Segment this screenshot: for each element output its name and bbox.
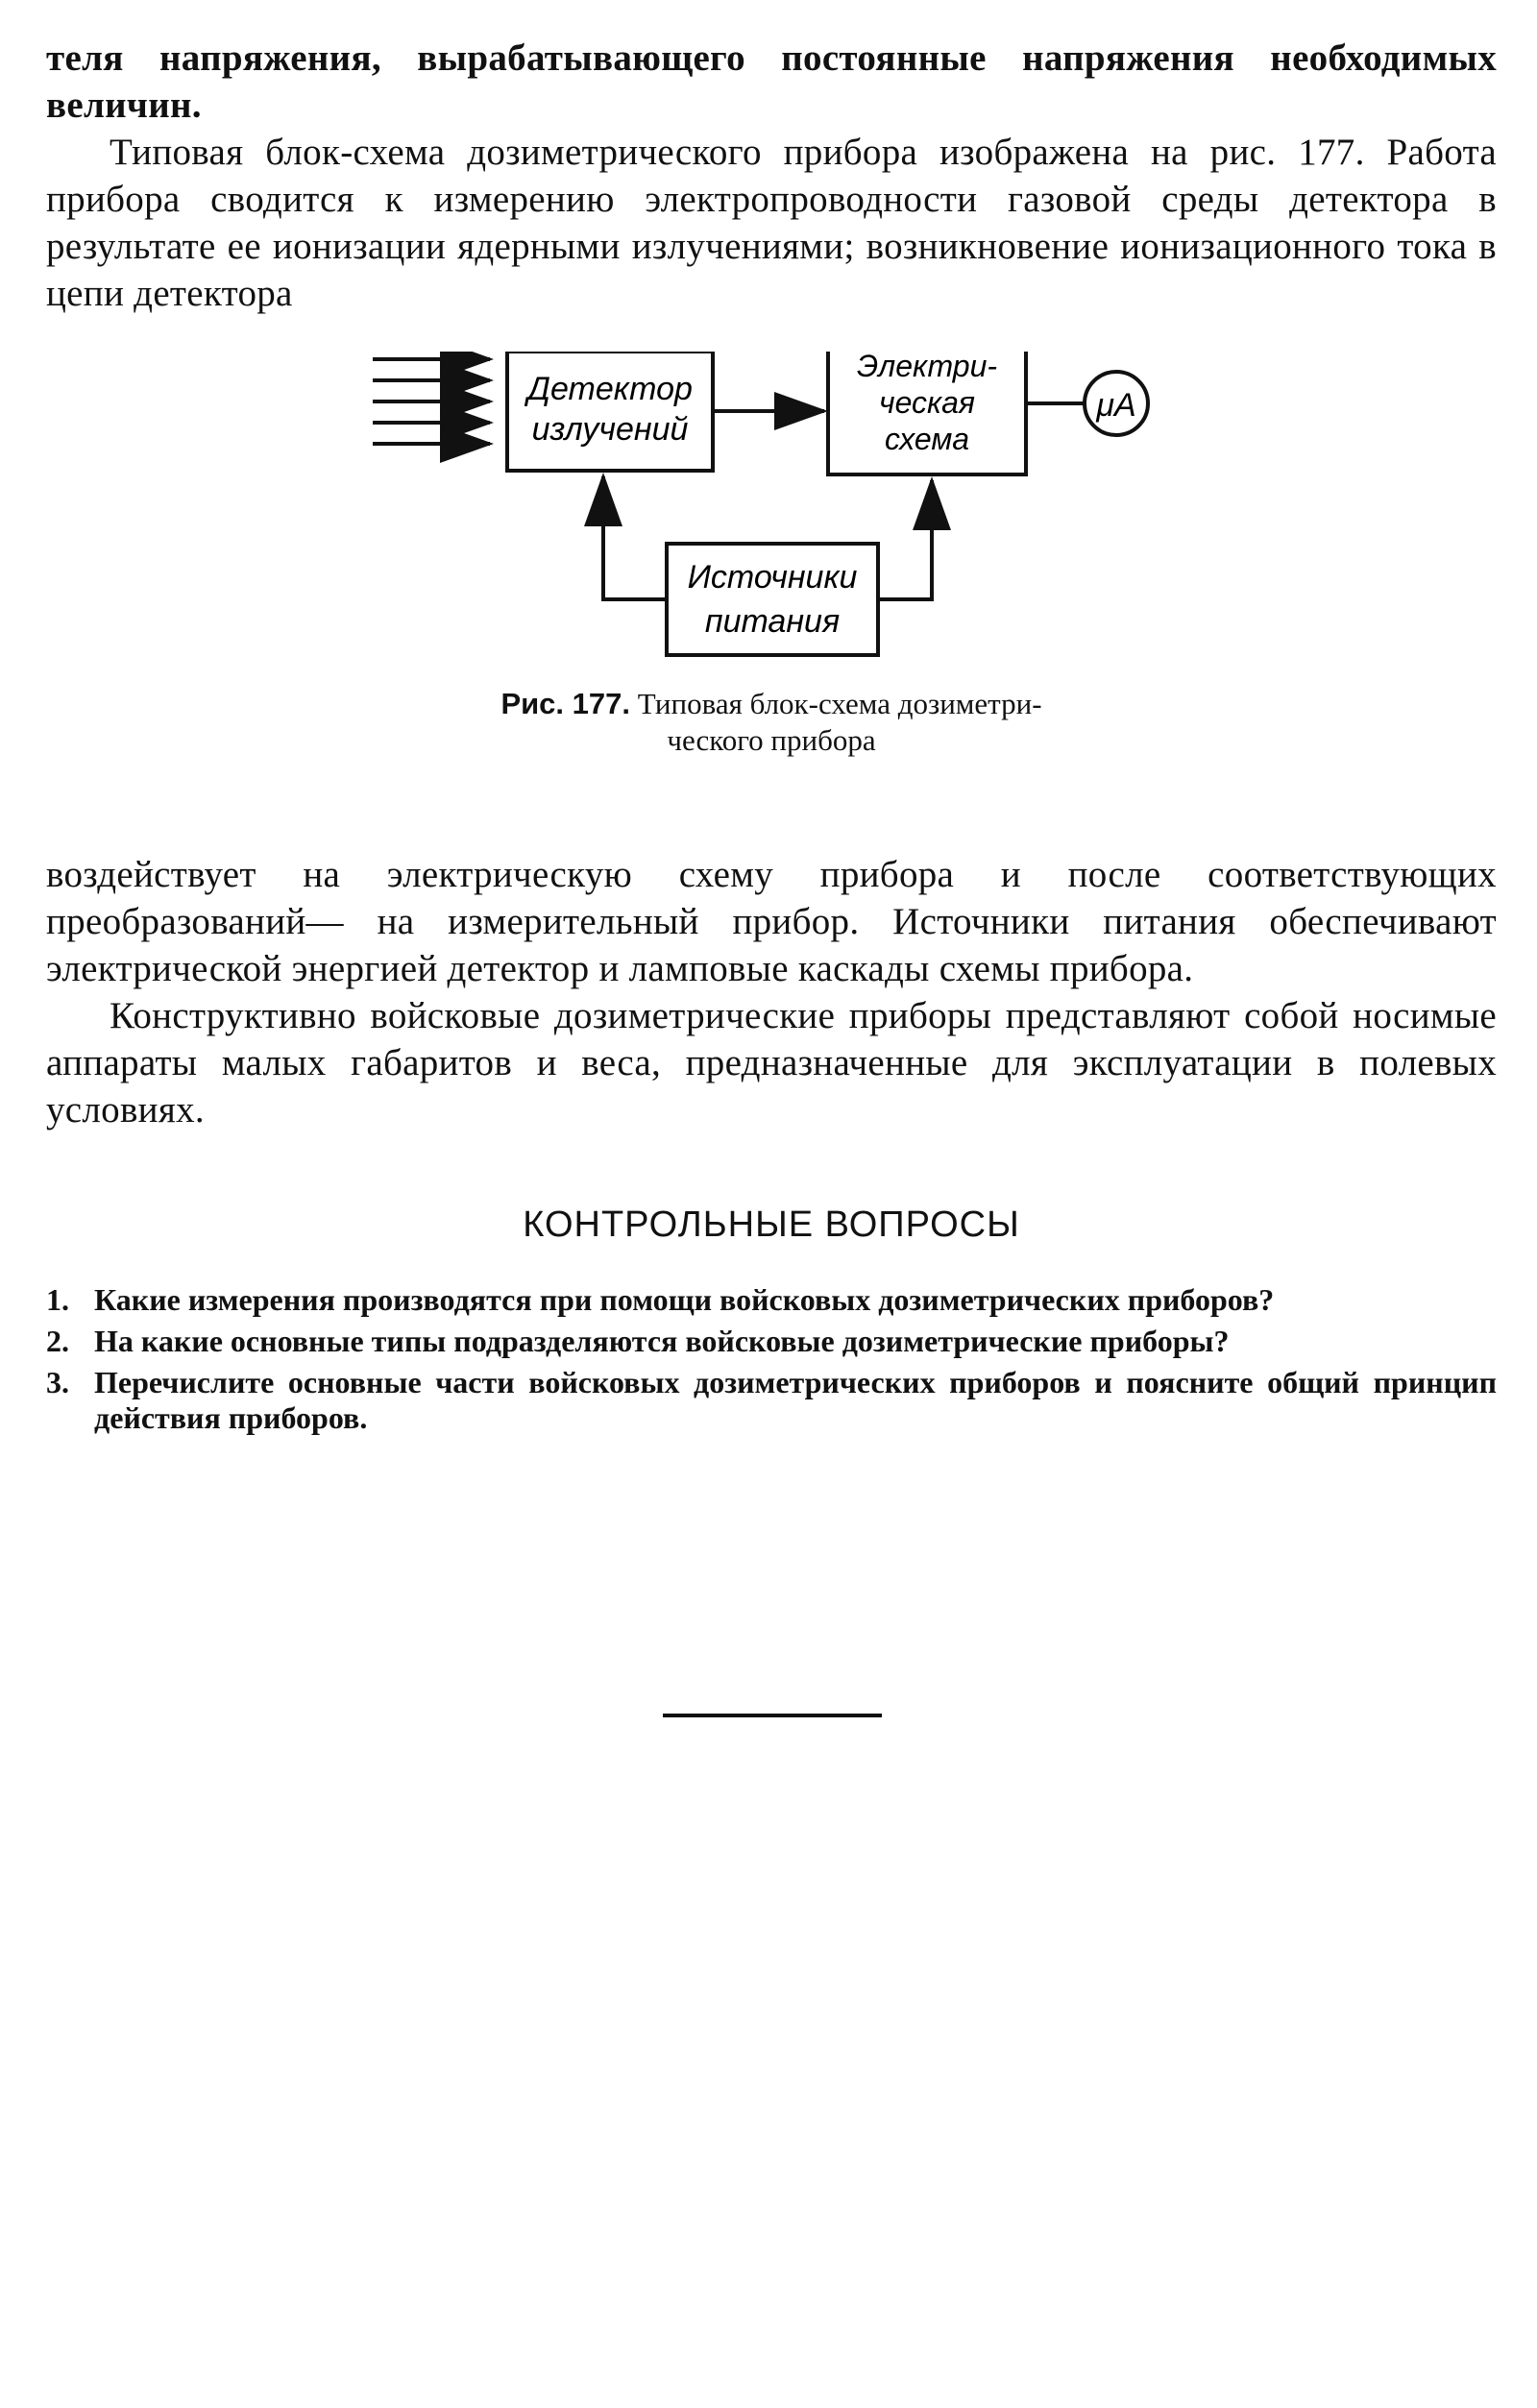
radiation-arrows-icon	[373, 359, 490, 444]
caption-line1: Типовая блок-схема дозиметри-	[637, 687, 1042, 720]
question-text: Какие измерения производятся при помощи войсковых дозиметрических приборов?	[94, 1282, 1275, 1317]
caption-line2: ческого прибора	[667, 723, 876, 757]
section-heading: КОНТРОЛЬНЫЕ ВОПРОСЫ	[523, 1204, 1020, 1245]
question-text: Перечислите основные части войсковых дозиметрических приборов и поясните общий принцип действия приборов.	[94, 1365, 1497, 1435]
caption-figure-number: Рис. 177.	[500, 687, 630, 720]
figure-caption	[46, 686, 1497, 722]
power-to-circuit-arrow	[878, 480, 932, 599]
list-item	[46, 1324, 1497, 1359]
question-text: На какие основные типы подразделяются войсковые дозиметрические приборы?	[94, 1324, 1230, 1358]
detector-label-line1: Детектор	[527, 371, 693, 407]
power-to-detector-arrow	[603, 476, 667, 599]
paragraph-construction: Конструктивно войсковые дозиметрические приборы представляют собой носимые аппараты малых габаритов и веса, предназначенные для эксплуатации в полевых условиях.	[46, 995, 1497, 1131]
question-number: 1.	[46, 1282, 69, 1317]
list-item	[46, 1282, 1497, 1318]
paragraph-continuation: теля напряжения, вырабатывающего постоянные напряжения необходимых величин.	[46, 37, 1497, 126]
circuit-label-line3: схема	[884, 422, 970, 456]
question-number: 2.	[46, 1324, 69, 1358]
power-label-line1: Источники	[687, 559, 858, 596]
microammeter-label: μA	[1096, 387, 1136, 424]
book-page	[46, 35, 1497, 1442]
control-questions-list	[46, 1282, 1497, 1436]
paragraph-effect: воздействует на электрическую схему прибора и после соответствующих преобразований— на измерительный прибор. Источники питания обеспечивают электрической энергией детектор и ламповые каскады схемы прибора.	[46, 854, 1497, 989]
figure-177	[46, 352, 1497, 851]
end-of-chapter-rule	[663, 1714, 882, 1717]
question-number: 3.	[46, 1365, 69, 1399]
circuit-label-line1: Электри-	[856, 352, 998, 383]
power-label-line2: питания	[704, 603, 841, 640]
detector-label-line2: излучений	[531, 411, 689, 448]
list-item	[46, 1365, 1497, 1436]
paragraph-block-diagram-intro: Типовая блок-схема дозиметрического прибора изображена на рис. 177. Работа прибора сводится к измерению электропроводности газовой среды детектора в результате ее ионизации ядерными излучениями; возникновение ионизационного тока в цепи детектора	[46, 132, 1497, 314]
circuit-label-line2: ческая	[879, 385, 975, 420]
